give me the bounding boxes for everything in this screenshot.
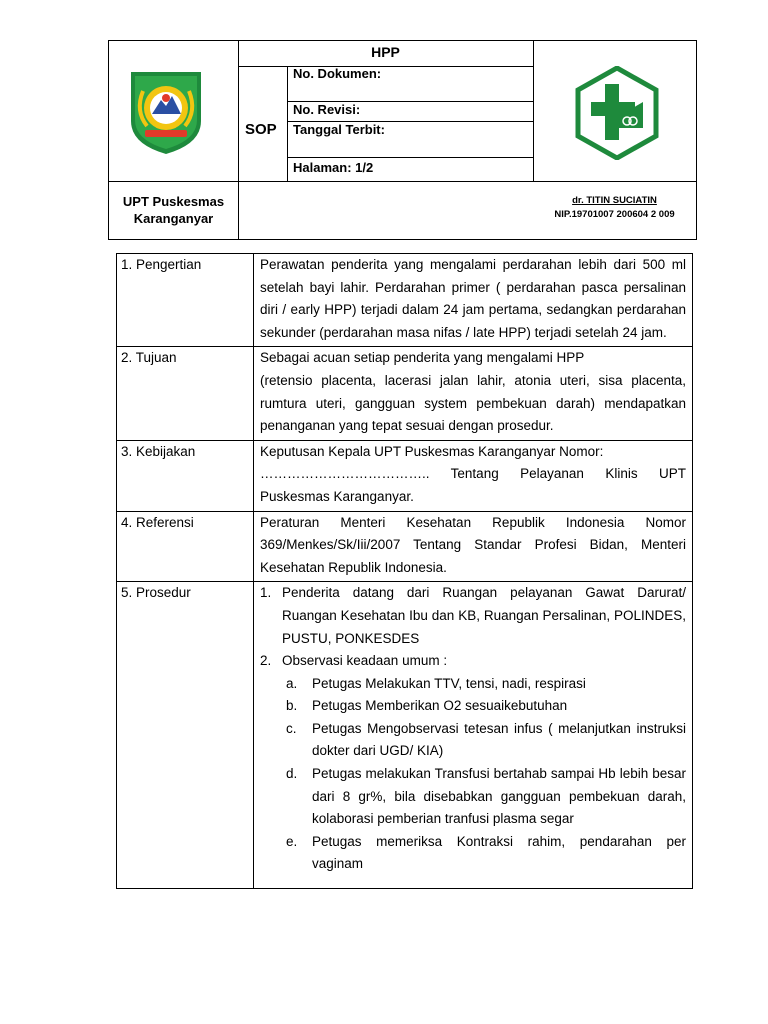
header-divider	[533, 41, 534, 181]
signatory-name: dr. TITIN SUCIATIN	[572, 195, 657, 206]
list-text: Observasi keadaan umum :	[282, 653, 448, 669]
sub-list-item	[282, 673, 686, 696]
list-text: Petugas Memberikan O2 sesuaikebutuhan	[312, 698, 568, 714]
table-row	[117, 254, 693, 347]
list-text: Petugas Melakukan TTV, tensi, nadi, respirasi	[312, 675, 586, 691]
organization-line2: Karanganyar	[133, 211, 214, 226]
table-row	[117, 440, 693, 511]
regency-emblem-icon	[121, 66, 211, 156]
section-label: 3. Kebijakan	[117, 440, 254, 511]
section-label: 2. Tujuan	[117, 347, 254, 440]
organization-name	[109, 193, 238, 227]
table-row	[117, 511, 693, 582]
list-text: Petugas memeriksa Kontraksi rahim, pendarahan per vaginam	[312, 833, 686, 872]
tujuan-text: (retensio placenta, lacerasi jalan lahir, atonia uteri, sisa placenta, rumtura uteri, gangguan system pembekuan darah) mendapatkan penanganan yang tepat sesuai dengan prosedur.	[260, 372, 686, 434]
sub-list-item	[282, 831, 686, 876]
list-number: a.	[286, 675, 298, 691]
puskesmas-logo-icon	[575, 66, 659, 160]
sub-list-item	[282, 695, 686, 718]
list-number: 2.	[260, 653, 272, 669]
list-item	[260, 582, 686, 650]
kebijakan-text: ……………………………….. Tentang Pelayanan Klinis UPT Puskesmas Karanganyar.	[260, 466, 686, 504]
table-row	[117, 582, 693, 889]
no-dokumen-label: No. Dokumen:	[293, 66, 382, 81]
kebijakan-cell	[254, 440, 693, 511]
list-number: b.	[286, 698, 298, 714]
list-number: e.	[286, 833, 298, 849]
sop-content-table	[116, 253, 693, 889]
pengertian-text: Perawatan penderita yang mengalami perdarahan lebih dari 500 ml setelah bayi lahir. Perdarahan primer ( perdarahan pasca persalinan diri / early HPP) terjadi dalam 24 jam pertama, sedangkan perdarahan sekunder (perdarahan masa nifas / late HPP) terjadi setelah 24 jam.	[254, 254, 693, 347]
signatory-nip: NIP.19701007 200604 2 009	[554, 209, 675, 220]
list-text: Penderita datang dari Ruangan pelayanan Gawat Darurat/ Ruangan Kesehatan Ibu dan KB, Ruangan Persalinan, POLINDES, PUSTU, PONKESDES	[282, 585, 686, 646]
header-divider	[287, 66, 288, 181]
list-text: Petugas Mengobservasi tetesan infus ( melanjutkan instruksi dokter dari UGD/ KIA)	[312, 720, 686, 759]
halaman-label: Halaman: 1/2	[293, 160, 374, 175]
sop-header-table	[108, 40, 697, 240]
referensi-text: Peraturan Menteri Kesehatan Republik Indonesia Nomor 369/Menkes/Sk/Iii/2007 Tentang Standar Profesi Bidan, Menteri Kesehatan Republik Indonesia.	[254, 511, 693, 582]
section-label: 4. Referensi	[117, 511, 254, 582]
section-label: 1. Pengertian	[117, 254, 254, 347]
list-number: 1.	[260, 585, 272, 601]
sub-list-item	[282, 718, 686, 763]
table-row	[117, 347, 693, 440]
sub-list-item	[282, 763, 686, 831]
list-item	[260, 650, 686, 673]
header-divider	[287, 157, 533, 158]
document-title: HPP	[371, 44, 400, 60]
list-number: c.	[286, 720, 297, 736]
sop-label: SOP	[245, 121, 277, 138]
signatory	[533, 194, 696, 222]
header-divider	[238, 66, 533, 67]
tanggal-terbit-label: Tanggal Terbit:	[293, 122, 385, 137]
header-divider	[238, 41, 239, 239]
header-divider	[109, 181, 696, 182]
no-revisi-label: No. Revisi:	[293, 102, 361, 117]
section-label: 5. Prosedur	[117, 582, 254, 889]
kebijakan-line1: Keputusan Kepala UPT Puskesmas Karanganyar Nomor:	[260, 443, 604, 459]
list-text: Petugas melakukan Transfusi bertahab sampai Hb lebih besar dari 8 gr%, bila disebabkan gangguan pembekuan darah, kolaborasi pemberian tranfusi plasma segar	[312, 766, 686, 827]
tujuan-line1: Sebagai acuan setiap penderita yang mengalami HPP	[260, 350, 585, 366]
organization-line1: UPT Puskesmas	[122, 194, 225, 209]
prosedur-cell	[254, 582, 693, 889]
list-number: d.	[286, 766, 298, 782]
tujuan-cell	[254, 347, 693, 440]
